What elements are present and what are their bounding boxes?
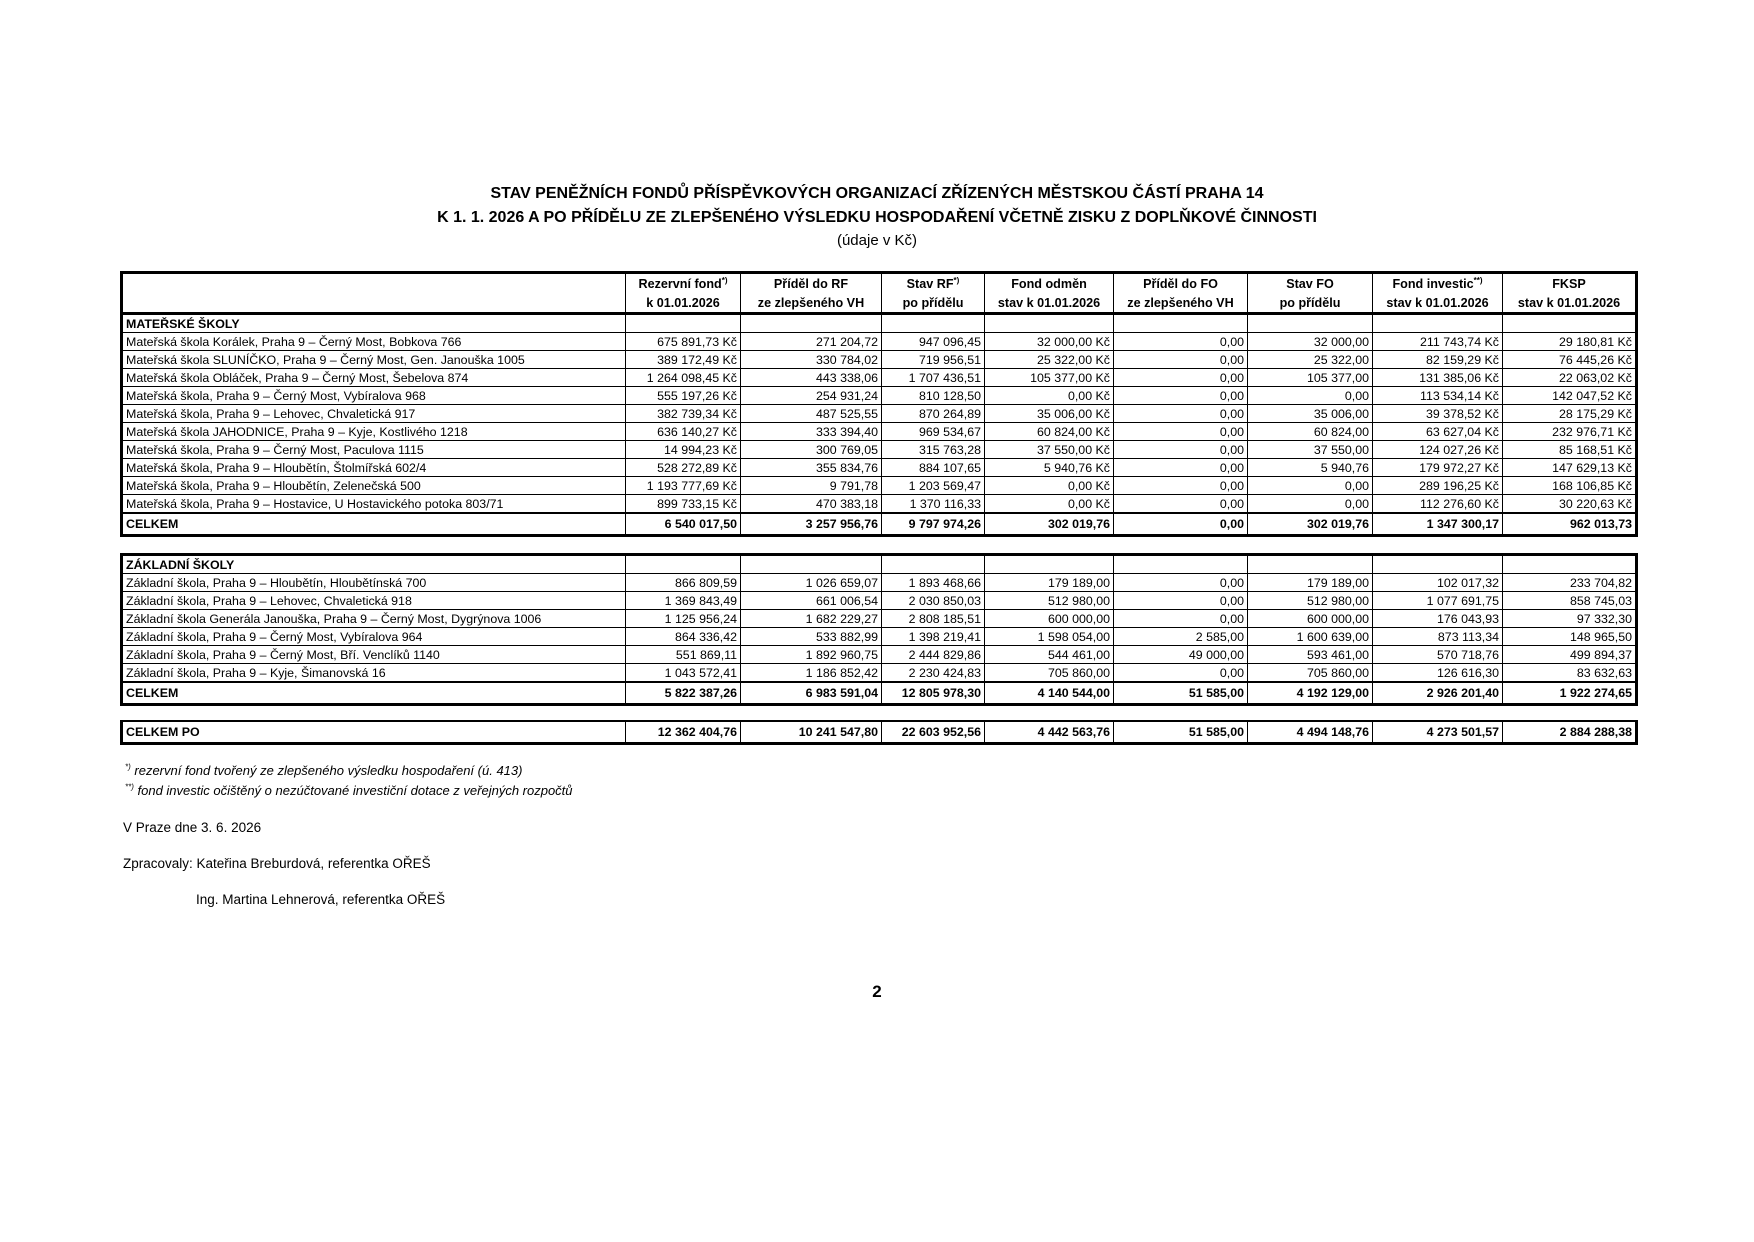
value-cell: 899 733,15 Kč [626,495,741,514]
column-subheader: ze zlepšeného VH [1114,294,1248,314]
school-name: Mateřská škola, Praha 9 – Hostavice, U Hostavického potoka 803/71 [122,495,626,514]
total-row [122,682,1637,705]
school-name: Mateřská škola Korálek, Praha 9 – Černý Most, Bobkova 766 [122,333,626,351]
column-subheader: ze zlepšeného VH [741,294,882,314]
total-value: 2 926 201,40 [1373,682,1503,705]
value-cell: 2 444 829,86 [882,646,985,664]
empty-cell [1248,314,1373,333]
value-cell: 25 322,00 [1248,351,1373,369]
page-subtitle: (údaje v Kč) [836,232,918,249]
table-row [122,423,1637,441]
value-cell: 315 763,28 [882,441,985,459]
column-subheader: po přídělu [1248,294,1373,314]
value-cell: 443 338,06 [741,369,882,387]
value-cell: 60 824,00 [1248,423,1373,441]
grand-total-value: 51 585,00 [1114,721,1248,744]
school-name: Základní škola, Praha 9 – Kyje, Šimanovská 16 [122,664,626,683]
table-row [122,459,1637,477]
value-cell: 333 394,40 [741,423,882,441]
place-date: V Praze dne 3. 6. 2026 [123,820,262,835]
value-cell: 555 197,26 Kč [626,387,741,405]
value-cell: 176 043,93 [1373,610,1503,628]
value-cell: 2 230 424,83 [882,664,985,683]
value-cell: 37 550,00 [1248,441,1373,459]
value-cell: 0,00 [1114,441,1248,459]
value-cell: 76 445,26 Kč [1503,351,1637,369]
section-heading: MATEŘSKÉ ŠKOLY [122,314,626,333]
value-cell: 0,00 Kč [985,477,1114,495]
column-header: Stav RF*) [882,273,985,295]
value-cell: 544 461,00 [985,646,1114,664]
value-cell: 14 994,23 Kč [626,441,741,459]
section-heading: ZÁKLADNÍ ŠKOLY [122,555,626,574]
spacer-cell [1114,536,1248,555]
value-cell: 49 000,00 [1114,646,1248,664]
grand-total-value: 22 603 952,56 [882,721,985,744]
column-header: Rezervní fond*) [626,273,741,295]
value-cell: 600 000,00 [985,610,1114,628]
value-cell: 5 940,76 Kč [985,459,1114,477]
value-cell: 126 616,30 [1373,664,1503,683]
value-cell: 63 627,04 Kč [1373,423,1503,441]
school-name: Mateřská škola, Praha 9 – Černý Most, Vybíralova 968 [122,387,626,405]
value-cell: 289 196,25 Kč [1373,477,1503,495]
value-cell: 1 398 219,41 [882,628,985,646]
value-cell: 254 931,24 [741,387,882,405]
spacer-cell [985,536,1114,555]
total-value: 6 540 017,50 [626,513,741,536]
grand-total-value: 4 494 148,76 [1248,721,1373,744]
value-cell: 705 860,00 [1248,664,1373,683]
value-cell: 2 585,00 [1114,628,1248,646]
header-row-2 [122,294,1637,314]
school-name: Mateřská škola, Praha 9 – Hloubětín, Zelenečská 500 [122,477,626,495]
empty-cell [1114,314,1248,333]
total-value: 6 983 591,04 [741,682,882,705]
value-cell: 0,00 Kč [985,495,1114,514]
column-header: FKSP [1503,273,1637,295]
empty-cell [1503,314,1637,333]
table-row [122,387,1637,405]
value-cell: 1 193 777,69 Kč [626,477,741,495]
value-cell: 233 704,82 [1503,574,1637,592]
school-name: Mateřská škola JAHODNICE, Praha 9 – Kyje, Kostlivého 1218 [122,423,626,441]
column-subheader: stav k 01.01.2026 [985,294,1114,314]
spacer-cell [882,705,985,722]
value-cell: 85 168,51 Kč [1503,441,1637,459]
grand-total-row [122,721,1637,744]
value-cell: 389 172,49 Kč [626,351,741,369]
value-cell: 142 047,52 Kč [1503,387,1637,405]
value-cell: 636 140,27 Kč [626,423,741,441]
value-cell: 858 745,03 [1503,592,1637,610]
spacer-cell [882,536,985,555]
value-cell: 864 336,42 [626,628,741,646]
value-cell: 97 332,30 [1503,610,1637,628]
value-cell: 570 718,76 [1373,646,1503,664]
school-name: Základní škola, Praha 9 – Hloubětín, Hloubětínská 700 [122,574,626,592]
column-subheader: stav k 01.01.2026 [1373,294,1503,314]
value-cell: 0,00 [1248,477,1373,495]
section-heading-row [122,555,1637,574]
value-cell: 179 189,00 [985,574,1114,592]
value-cell: 83 632,63 [1503,664,1637,683]
total-label: CELKEM [122,513,626,536]
value-cell: 102 017,32 [1373,574,1503,592]
value-cell: 232 976,71 Kč [1503,423,1637,441]
value-cell: 382 739,34 Kč [626,405,741,423]
value-cell: 1 893 468,66 [882,574,985,592]
spacer-cell [741,536,882,555]
value-cell: 0,00 [1248,495,1373,514]
table-row [122,477,1637,495]
school-name: Mateřská škola, Praha 9 – Hloubětín, Štolmířská 602/4 [122,459,626,477]
value-cell: 719 956,51 [882,351,985,369]
column-subheader: stav k 01.01.2026 [1503,294,1637,314]
spacer-cell [1373,536,1503,555]
value-cell: 131 385,06 Kč [1373,369,1503,387]
value-cell: 0,00 [1114,459,1248,477]
value-cell: 1 186 852,42 [741,664,882,683]
value-cell: 1 203 569,47 [882,477,985,495]
spacer-cell [122,705,626,722]
page-title: STAV PENĚŽNÍCH FONDŮ PŘÍSPĚVKOVÝCH ORGANIZACÍ ZŘÍZENÝCH MĚSTSKOU ČÁSTÍ PRAHA 14 [490,185,1264,202]
footnote-2: **) fond investic očištěný o nezúčtované investiční dotace z veřejných rozpočtů [125,782,573,798]
value-cell: 37 550,00 Kč [985,441,1114,459]
value-cell: 113 534,14 Kč [1373,387,1503,405]
value-cell: 22 063,02 Kč [1503,369,1637,387]
page-title-line2: K 1. 1. 2026 A PO PŘÍDĚLU ZE ZLEPŠENÉHO VÝSLEDKU HOSPODAŘENÍ VČETNĚ ZISKU Z DOPLŇKOVÉ ČINNOSTI [437,209,1317,226]
value-cell: 2 808 185,51 [882,610,985,628]
value-cell: 105 377,00 [1248,369,1373,387]
spacer-cell [1248,536,1373,555]
column-header: Příděl do FO [1114,273,1248,295]
value-cell: 0,00 [1114,351,1248,369]
total-value: 1 347 300,17 [1373,513,1503,536]
empty-cell [626,314,741,333]
grand-total-value: 10 241 547,80 [741,721,882,744]
spacer-cell [1114,705,1248,722]
value-cell: 1 892 960,75 [741,646,882,664]
school-name: Základní škola, Praha 9 – Černý Most, Vybíralova 964 [122,628,626,646]
empty-cell [1373,314,1503,333]
value-cell: 0,00 [1114,574,1248,592]
empty-cell [1248,555,1373,574]
value-cell: 148 965,50 [1503,628,1637,646]
empty-cell [741,555,882,574]
value-cell: 35 006,00 [1248,405,1373,423]
value-cell: 533 882,99 [741,628,882,646]
value-cell: 82 159,29 Kč [1373,351,1503,369]
value-cell: 0,00 [1114,405,1248,423]
total-value: 5 822 387,26 [626,682,741,705]
value-cell: 28 175,29 Kč [1503,405,1637,423]
header-blank-cell [122,273,626,295]
table-row [122,646,1637,664]
column-header: Fond investic**) [1373,273,1503,295]
value-cell: 9 791,78 [741,477,882,495]
table-row [122,628,1637,646]
column-header: Stav FO [1248,273,1373,295]
value-cell: 512 980,00 [1248,592,1373,610]
total-value: 51 585,00 [1114,682,1248,705]
value-cell: 179 189,00 [1248,574,1373,592]
value-cell: 2 030 850,03 [882,592,985,610]
empty-cell [741,314,882,333]
header-blank-cell [122,294,626,314]
table-row [122,405,1637,423]
value-cell: 1 026 659,07 [741,574,882,592]
value-cell: 0,00 [1114,333,1248,351]
value-cell: 0,00 [1114,592,1248,610]
value-cell: 1 125 956,24 [626,610,741,628]
value-cell: 487 525,55 [741,405,882,423]
table-row [122,333,1637,351]
spacer-row [122,536,1637,555]
value-cell: 0,00 [1114,495,1248,514]
value-cell: 0,00 [1248,387,1373,405]
school-name: Základní škola, Praha 9 – Lehovec, Chvaletická 918 [122,592,626,610]
grand-total-value: 4 273 501,57 [1373,721,1503,744]
value-cell: 0,00 [1114,664,1248,683]
value-cell: 1 707 436,51 [882,369,985,387]
value-cell: 675 891,73 Kč [626,333,741,351]
total-row [122,513,1637,536]
value-cell: 32 000,00 [1248,333,1373,351]
value-cell: 1 264 098,45 Kč [626,369,741,387]
empty-cell [882,314,985,333]
value-cell: 168 106,85 Kč [1503,477,1637,495]
spacer-cell [1248,705,1373,722]
empty-cell [985,314,1114,333]
value-cell: 873 113,34 [1373,628,1503,646]
value-cell: 105 377,00 Kč [985,369,1114,387]
prepared-by-2: Ing. Martina Lehnerová, referentka OŘEŠ [196,892,446,907]
value-cell: 866 809,59 [626,574,741,592]
value-cell: 870 264,89 [882,405,985,423]
grand-total-value: 12 362 404,76 [626,721,741,744]
empty-cell [985,555,1114,574]
value-cell: 30 220,63 Kč [1503,495,1637,514]
spacer-cell [626,536,741,555]
value-cell: 1 077 691,75 [1373,592,1503,610]
value-cell: 1 370 116,33 [882,495,985,514]
value-cell: 1 043 572,41 [626,664,741,683]
empty-cell [882,555,985,574]
school-name: Základní škola, Praha 9 – Černý Most, Bří. Venclíků 1140 [122,646,626,664]
empty-cell [1114,555,1248,574]
grand-total-value: 4 442 563,76 [985,721,1114,744]
value-cell: 355 834,76 [741,459,882,477]
empty-cell [1373,555,1503,574]
table-row [122,441,1637,459]
column-subheader: k 01.01.2026 [626,294,741,314]
prepared-by: Zpracovaly: Kateřina Breburdová, referentka OŘEŠ [123,856,431,871]
total-value: 302 019,76 [1248,513,1373,536]
total-value: 962 013,73 [1503,513,1637,536]
school-name: Mateřská škola, Praha 9 – Lehovec, Chvaletická 917 [122,405,626,423]
column-header: Příděl do RF [741,273,882,295]
value-cell: 661 006,54 [741,592,882,610]
value-cell: 25 322,00 Kč [985,351,1114,369]
value-cell: 528 272,89 Kč [626,459,741,477]
total-value: 4 140 544,00 [985,682,1114,705]
value-cell: 300 769,05 [741,441,882,459]
value-cell: 211 743,74 Kč [1373,333,1503,351]
value-cell: 0,00 [1114,477,1248,495]
value-cell: 271 204,72 [741,333,882,351]
total-value: 12 805 978,30 [882,682,985,705]
value-cell: 969 534,67 [882,423,985,441]
value-cell: 947 096,45 [882,333,985,351]
value-cell: 1 369 843,49 [626,592,741,610]
school-name: Mateřská škola, Praha 9 – Černý Most, Paculova 1115 [122,441,626,459]
empty-cell [626,555,741,574]
table-row [122,664,1637,683]
table-row [122,369,1637,387]
value-cell: 112 276,60 Kč [1373,495,1503,514]
value-cell: 810 128,50 [882,387,985,405]
total-value: 0,00 [1114,513,1248,536]
spacer-cell [985,705,1114,722]
column-header: Fond odměn [985,273,1114,295]
value-cell: 600 000,00 [1248,610,1373,628]
value-cell: 470 383,18 [741,495,882,514]
school-name: Mateřská škola SLUNÍČKO, Praha 9 – Černý Most, Gen. Janouška 1005 [122,351,626,369]
funds-table [120,271,1638,745]
value-cell: 1 598 054,00 [985,628,1114,646]
footnote-1: *) rezervní fond tvořený ze zlepšeného výsledku hospodaření (ú. 413) [125,762,523,778]
value-cell: 593 461,00 [1248,646,1373,664]
total-value: 302 019,76 [985,513,1114,536]
value-cell: 1 682 229,27 [741,610,882,628]
value-cell: 1 600 639,00 [1248,628,1373,646]
total-value: 3 257 956,76 [741,513,882,536]
grand-total-label: CELKEM PO [122,721,626,744]
value-cell: 551 869,11 [626,646,741,664]
total-label: CELKEM [122,682,626,705]
value-cell: 39 378,52 Kč [1373,405,1503,423]
value-cell: 179 972,27 Kč [1373,459,1503,477]
table-row [122,495,1637,514]
value-cell: 29 180,81 Kč [1503,333,1637,351]
spacer-cell [1503,705,1637,722]
spacer-cell [122,536,626,555]
spacer-row [122,705,1637,722]
value-cell: 0,00 [1114,423,1248,441]
value-cell: 0,00 [1114,610,1248,628]
page-number: 2 [872,982,882,1001]
value-cell: 330 784,02 [741,351,882,369]
value-cell: 5 940,76 [1248,459,1373,477]
grand-total-value: 2 884 288,38 [1503,721,1637,744]
value-cell: 147 629,13 Kč [1503,459,1637,477]
table-row [122,351,1637,369]
value-cell: 499 894,37 [1503,646,1637,664]
value-cell: 884 107,65 [882,459,985,477]
spacer-cell [626,705,741,722]
empty-cell [1503,555,1637,574]
spacer-cell [1373,705,1503,722]
table-row [122,592,1637,610]
value-cell: 512 980,00 [985,592,1114,610]
value-cell: 35 006,00 Kč [985,405,1114,423]
table-row [122,574,1637,592]
spacer-cell [741,705,882,722]
header-row [122,273,1637,295]
value-cell: 124 027,26 Kč [1373,441,1503,459]
value-cell: 0,00 [1114,369,1248,387]
table-row [122,610,1637,628]
total-value: 1 922 274,65 [1503,682,1637,705]
school-name: Mateřská škola Obláček, Praha 9 – Černý Most, Šebelova 874 [122,369,626,387]
column-subheader: po přídělu [882,294,985,314]
value-cell: 32 000,00 Kč [985,333,1114,351]
spacer-cell [1503,536,1637,555]
value-cell: 0,00 Kč [985,387,1114,405]
total-value: 4 192 129,00 [1248,682,1373,705]
total-value: 9 797 974,26 [882,513,985,536]
school-name: Základní škola Generála Janouška, Praha 9 – Černý Most, Dygrýnova 1006 [122,610,626,628]
value-cell: 0,00 [1114,387,1248,405]
section-heading-row [122,314,1637,333]
value-cell: 60 824,00 Kč [985,423,1114,441]
value-cell: 705 860,00 [985,664,1114,683]
